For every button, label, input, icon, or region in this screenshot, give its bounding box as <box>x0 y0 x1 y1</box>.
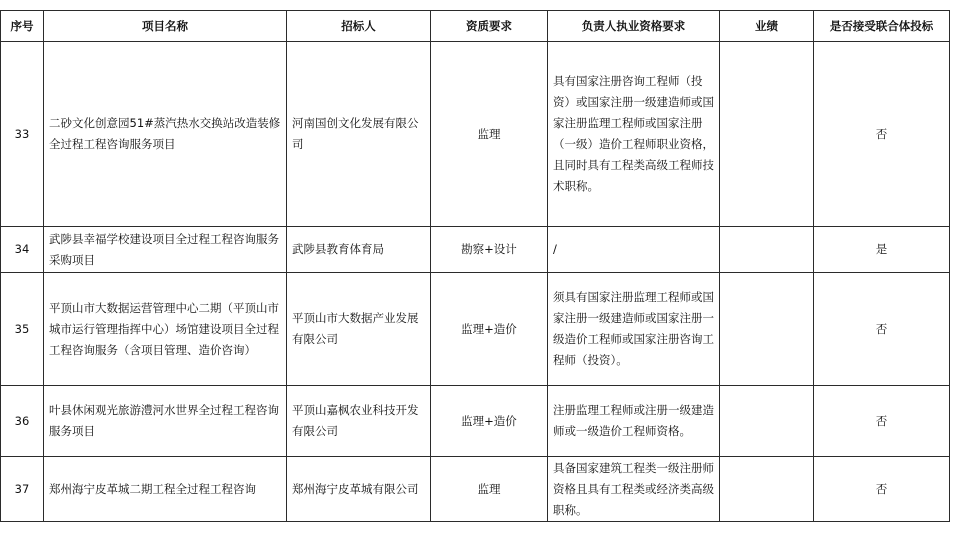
row-index: 34 <box>1 227 44 273</box>
row-project-name: 郑州海宁皮革城二期工程全过程工程咨询 <box>44 457 287 522</box>
row-tenderer: 河南国创文化发展有限公司 <box>287 42 431 227</box>
header-joint-bid: 是否接受联合体投标 <box>814 11 950 42</box>
row-tenderer: 平顶山市大数据产业发展有限公司 <box>287 273 431 386</box>
row-lead-requirement: / <box>548 227 720 273</box>
row-qualification: 监理 <box>431 457 548 522</box>
row-index: 37 <box>1 457 44 522</box>
row-project-name: 叶县休闲观光旅游澧河水世界全过程工程咨询服务项目 <box>44 386 287 457</box>
row-joint-bid: 否 <box>814 42 950 227</box>
row-tenderer: 平顶山嘉枫农业科技开发有限公司 <box>287 386 431 457</box>
row-lead-requirement: 注册监理工程师或注册一级建造师或一级造价工程师资格。 <box>548 386 720 457</box>
row-index: 33 <box>1 42 44 227</box>
header-tenderer: 招标人 <box>287 11 431 42</box>
header-project-name: 项目名称 <box>44 11 287 42</box>
row-qualification: 勘察+设计 <box>431 227 548 273</box>
tender-table <box>0 10 950 522</box>
row-performance <box>720 457 814 522</box>
header-qualification: 资质要求 <box>431 11 548 42</box>
row-joint-bid: 是 <box>814 227 950 273</box>
row-lead-requirement: 具有国家注册咨询工程师（投资）或国家注册一级建造师或国家注册监理工程师或国家注册（一级）造价工程师职业资格，且同时具有工程类高级工程师技术职称。 <box>548 42 720 227</box>
row-performance <box>720 273 814 386</box>
row-qualification: 监理+造价 <box>431 273 548 386</box>
row-tenderer: 郑州海宁皮革城有限公司 <box>287 457 431 522</box>
row-qualification: 监理 <box>431 42 548 227</box>
row-performance <box>720 227 814 273</box>
row-qualification: 监理+造价 <box>431 386 548 457</box>
header-index: 序号 <box>1 11 44 42</box>
row-index: 35 <box>1 273 44 386</box>
row-joint-bid: 否 <box>814 457 950 522</box>
table-row <box>1 227 950 273</box>
row-project-name: 武陟县幸福学校建设项目全过程工程咨询服务采购项目 <box>44 227 287 273</box>
table-row <box>1 386 950 457</box>
table-row <box>1 42 950 227</box>
row-joint-bid: 否 <box>814 386 950 457</box>
row-tenderer: 武陟县教育体育局 <box>287 227 431 273</box>
row-project-name: 平顶山市大数据运营管理中心二期（平顶山市城市运行管理指挥中心）场馆建设项目全过程工程咨询服务（含项目管理、造价咨询） <box>44 273 287 386</box>
header-row <box>1 11 950 42</box>
table-row <box>1 273 950 386</box>
row-joint-bid: 否 <box>814 273 950 386</box>
row-project-name: 二砂文化创意园51#蒸汽热水交换站改造装修全过程工程咨询服务项目 <box>44 42 287 227</box>
row-lead-requirement: 须具有国家注册监理工程师或国家注册一级建造师或国家注册一级造价工程师或国家注册咨询工程师（投资）。 <box>548 273 720 386</box>
header-performance: 业绩 <box>720 11 814 42</box>
header-lead-requirement: 负责人执业资格要求 <box>548 11 720 42</box>
table-row <box>1 457 950 522</box>
row-performance <box>720 42 814 227</box>
row-performance <box>720 386 814 457</box>
row-lead-requirement: 具备国家建筑工程类一级注册师资格且具有工程类或经济类高级职称。 <box>548 457 720 522</box>
row-index: 36 <box>1 386 44 457</box>
